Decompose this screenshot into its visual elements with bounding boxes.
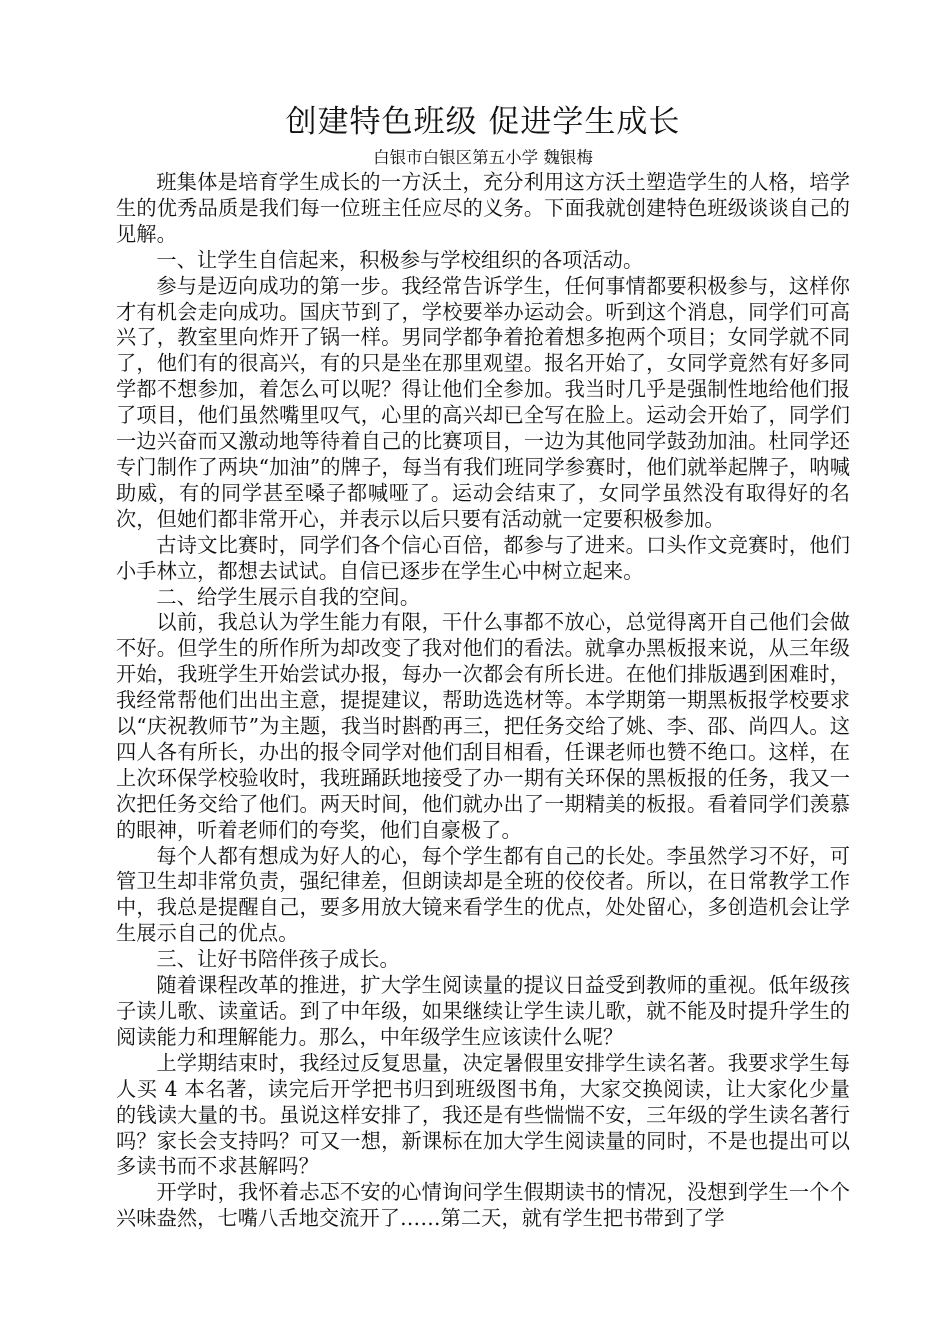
paragraph-blackboard: 以前，我总认为学生能力有限，干什么事都不放心，总觉得离开自己他们会做不好。但学生的所作所为却改变了我对他们的看法。就拿办黑板报来说，从三年级开始，我班学生开始尝试办报，每办一次都会有所长进。在他们排版遇到困难时，我经常帮他们出出主意，提提建议，帮助选选材等。本学期第一期黑板报学校要求以“庆祝教师节”为主题，我当时斟酌再三，把任务交给了姚、李、邵、尚四人。这四人各有所长，办出的报令同学对他们刮目相看，任课老师也赞不绝口。这样，在上次环保学校验收时，我班踊跃地接受了办一期有关环保的黑板报的任务，我又一次把任务交给了他们。两天时间，他们就办出了一期精美的板报。看着同学们羡慕的眼神，听着老师们的夸奖，他们自豪极了。 <box>116 610 850 842</box>
section-heading-3: 三、让好书陪伴孩子成长。 <box>156 947 400 972</box>
paragraph-sports-meet: 参与是迈向成功的第一步。我经常告诉学生，任何事情都要积极参与，这样你才有机会走向成功。国庆节到了，学校要举办运动会。听到这个消息，同学们可高兴了，教室里向炸开了锅一样。男同学都争着抢着想多抱两个项目；女同学就不同了，他们有的很高兴，有的只是坐在那里观望。报名开始了，女同学竟然有好多同学都不想参加，着怎么可以呢？得让他们全参加。我当时几乎是强制性地给他们报了项目，他们虽然嘴里叹气，心里的高兴却已全写在脸上。运动会开始了，同学们一边兴奋而又激动地等待着自己的比赛项目，一边为其他同学鼓劲加油。杜同学还专门制作了两块“加油”的牌子，每当有我们班同学参赛时，他们就举起牌子，呐喊助威，有的同学甚至嗓子都喊哑了。运动会结束了，女同学虽然没有取得好的名次，但她们都非常开心，并表示以后只要有活动就一定要积极参加。 <box>116 273 850 531</box>
paragraph-poetry-contest: 古诗文比赛时，同学们各个信心百倍，都参与了进来。口头作文竞赛时，他们小手林立，都想去试试。自信已逐步在学生心中树立起来。 <box>116 532 850 583</box>
paragraph-new-term: 开学时，我怀着忐忑不安的心情询问学生假期读书的情况，没想到学生一个个兴味盎然，七嘴八舌地交流开了……第二天，就有学生把书带到了学 <box>116 1180 850 1231</box>
section-heading-2: 二、给学生展示自我的空间。 <box>156 584 421 609</box>
paragraph-intro: 班集体是培育学生成长的一方沃土，充分利用这方沃土塑造学生的人格，培学生的优秀品质是我们每一位班主任应尽的义务。下面我就创建特色班级谈谈自己的见解。 <box>116 170 850 246</box>
document-page <box>116 100 850 1232</box>
author-byline: 白银市白银区第五小学 魏银梅 <box>373 148 593 167</box>
section-heading-1: 一、让学生自信起来，积极参与学校组织的各项活动。 <box>156 247 644 272</box>
paragraph-classics: 上学期结束时，我经过反复思量，决定暑假里安排学生读名著。我要求学生每人买 4 本名著，读完后开学把书归到班级图书角，大家交换阅读，让大家化少量的钱读大量的书。虽说这样安排了，我还是有些惴惴不安，三年级的学生读名著行吗？家长会支持吗？可又一想，新课标在加大学生阅读量的同时，不是也提出可以多读书而不求甚解吗？ <box>116 1050 850 1179</box>
paragraph-reading-reform: 随着课程改革的推进，扩大学生阅读量的提议日益受到教师的重视。低年级孩子读儿歌、读童话。到了中年级，如果继续让学生读儿歌，就不能及时提升学生的阅读能力和理解能力。那么，中年级学生应该读什么呢？ <box>116 973 850 1049</box>
document-title: 创建特色班级 促进学生成长 <box>285 104 681 140</box>
paragraph-strengths: 每个人都有想成为好人的心，每个学生都有自己的长处。李虽然学习不好，可管卫生却非常负责，强纪律差，但朗读却是全班的佼佼者。所以，在日常教学工作中，我总是提醒自己，要多用放大镜来看学生的优点，处处留心，多创造机会让学生展示自己的优点。 <box>116 843 850 946</box>
